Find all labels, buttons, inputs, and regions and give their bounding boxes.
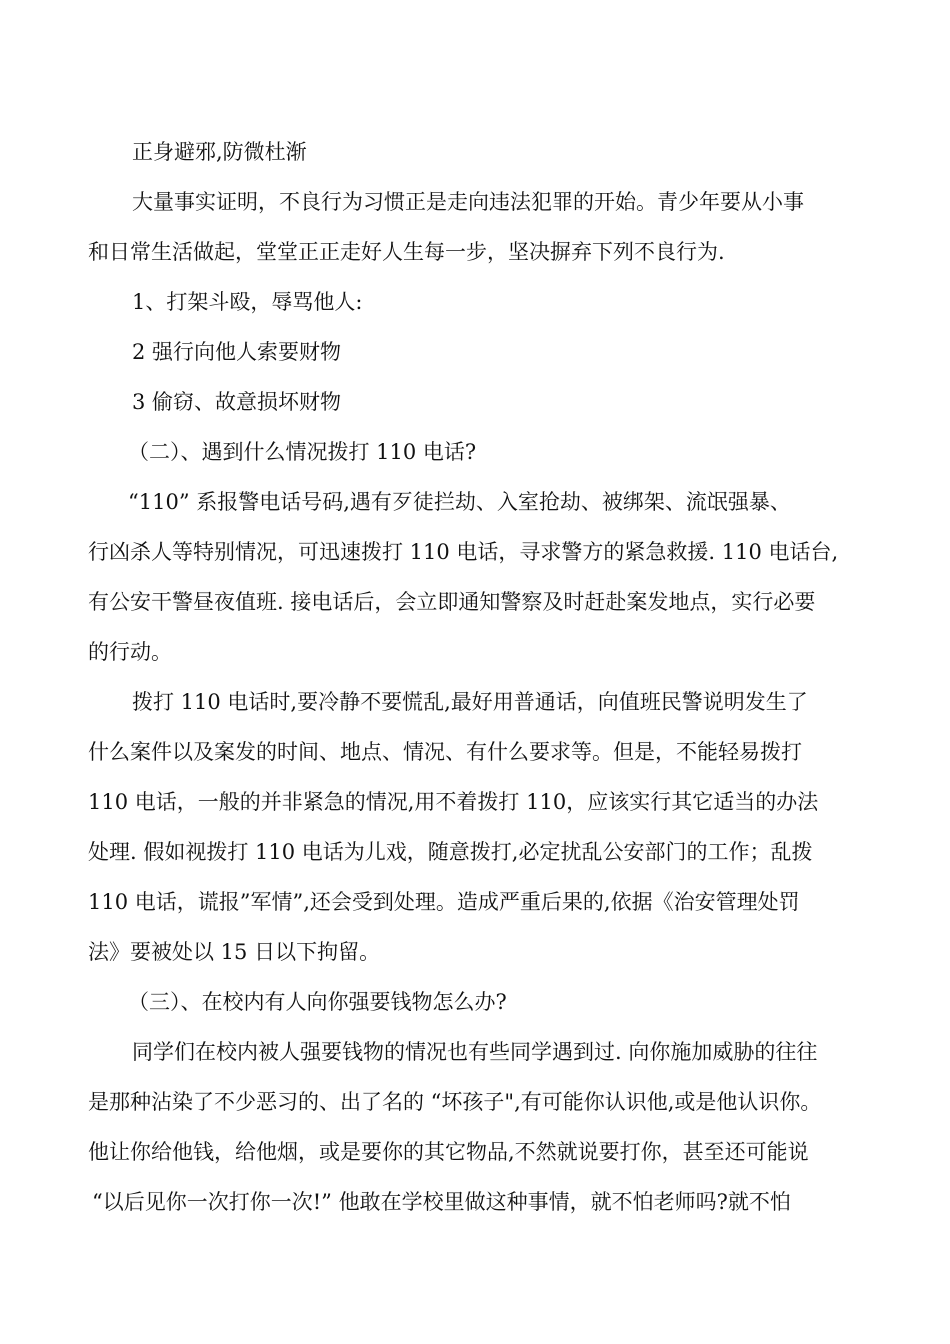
paragraph-line: 什么案件以及案发的时间、地点、情况、有什么要求等。但是，不能轻易拨打 <box>88 740 802 764</box>
list-item: 3 偷窃、故意损坏财物 <box>132 390 342 414</box>
section-heading: 正身避邪,防微杜渐 <box>132 140 307 164</box>
paragraph-line: 110 电话，一般的并非紧急的情况,用不着拨打 110，应该实行其它适当的办法 <box>88 790 819 814</box>
list-item: 1、打架斗殴，辱骂他人: <box>132 290 363 314</box>
paragraph-line: 拨打 110 电话时,要冷静不要慌乱,最好用普通话，向值班民警说明发生了 <box>132 690 808 714</box>
paragraph-line: 行凶杀人等特别情况，可迅速拨打 110 电话，寻求警方的紧急救援. 110 电话台, <box>88 540 839 564</box>
paragraph-line: 有公安干警昼夜值班. 接电话后，会立即通知警察及时赶赴案发地点，实行必要 <box>88 590 816 614</box>
paragraph-line: 他让你给他钱，给他烟，或是要你的其它物品,不然就说要打你，甚至还可能说 <box>88 1140 809 1164</box>
paragraph-line: 是那种沾染了不少恶习的、出了名的 “坏孩子",有可能你认识他,或是他认识你。 <box>88 1090 822 1114</box>
paragraph-line: 110 电话，谎报”军情”,还会受到处理。造成严重后果的,依据《治安管理处罚 <box>88 890 800 914</box>
paragraph-line: “以后见你一次打你一次!” 他敢在学校里做这种事情，就不怕老师吗?就不怕 <box>92 1190 791 1214</box>
paragraph-line: 法》要被处以 15 日以下拘留。 <box>88 940 381 964</box>
paragraph-line: 同学们在校内被人强要钱物的情况也有些同学遇到过. 向你施加威胁的往往 <box>132 1040 818 1064</box>
paragraph-line: 和日常生活做起，堂堂正正走好人生每一步，坚决摒弃下列不良行为. <box>88 240 725 264</box>
list-item: 2 强行向他人索要财物 <box>132 340 342 364</box>
paragraph-line: 的行动。 <box>88 640 172 664</box>
section-heading: （二）、遇到什么情况拨打 110 电话? <box>128 440 477 464</box>
section-heading: （三）、在校内有人向你强要钱物怎么办? <box>128 990 507 1014</box>
paragraph-line: 大量事实证明，不良行为习惯正是走向违法犯罪的开始。青少年要从小事 <box>132 190 804 214</box>
paragraph-line: 处理. 假如视拨打 110 电话为儿戏，随意拨打,必定扰乱公安部门的工作；乱拨 <box>88 840 813 864</box>
paragraph-line: “110” 系报警电话号码,遇有歹徒拦劫、入室抢劫、被绑架、流氓强暴、 <box>128 490 791 514</box>
